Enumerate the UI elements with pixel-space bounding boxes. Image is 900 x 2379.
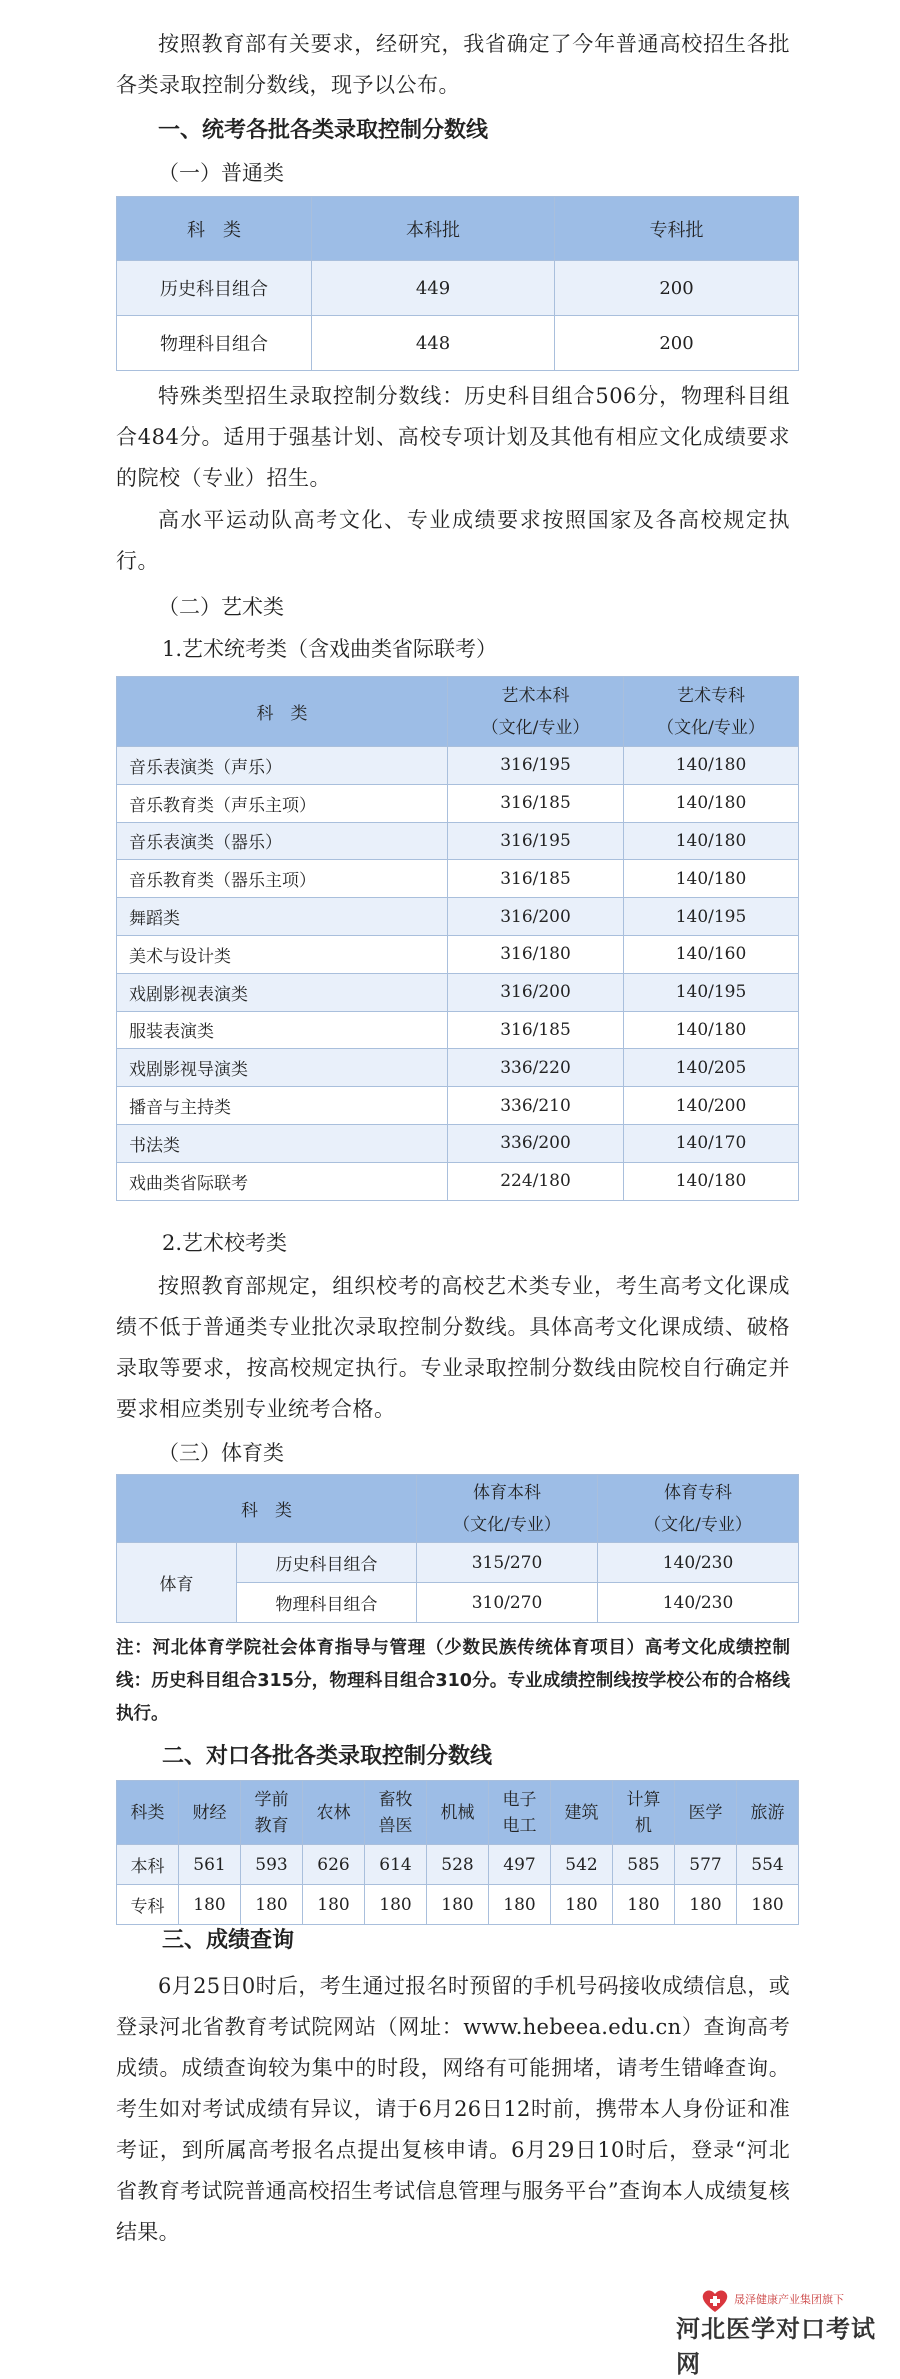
- table-row: [117, 1543, 799, 1583]
- table-cell: 戏曲类省际联考: [117, 1162, 448, 1200]
- special-type-paragraph: 特殊类型招生录取控制分数线：历史科目组合506分，物理科目组合484分。适用于强基计划、高校专项计划及其他有相应文化成绩要求的院校（专业）招生。: [116, 384, 790, 490]
- intro-paragraph: 按照教育部有关要求，经研究，我省确定了今年普通高校招生各批各类录取控制分数线，现予以公布。: [116, 32, 790, 97]
- table-row: [117, 1087, 799, 1125]
- art-table: [116, 676, 799, 1201]
- section2-title: 二、对口各批各类录取控制分数线: [162, 1744, 493, 1769]
- table-cell: 316/200: [448, 898, 624, 936]
- header-cell: 计算 机: [613, 1781, 675, 1845]
- table-cell: 140/180: [624, 747, 799, 785]
- table-cell: 336/220: [448, 1049, 624, 1087]
- header-cell: 本科批: [312, 197, 555, 261]
- table-row: [117, 784, 799, 822]
- table-cell: 497: [489, 1845, 551, 1885]
- section1-title: 一、统考各批各类录取控制分数线: [158, 118, 489, 143]
- table-cell: 614: [365, 1845, 427, 1885]
- table-cell: 音乐表演类（声乐）: [117, 747, 448, 785]
- table-cell: 180: [365, 1885, 427, 1925]
- table-cell: 180: [241, 1885, 303, 1925]
- header-cell: 财经: [179, 1781, 241, 1845]
- table-cell: 美术与设计类: [117, 935, 448, 973]
- table-cell: 561: [179, 1845, 241, 1885]
- table-row: [117, 898, 799, 936]
- table-cell: 554: [737, 1845, 799, 1885]
- table-cell: 音乐表演类（器乐）: [117, 822, 448, 860]
- table-cell: 180: [179, 1885, 241, 1925]
- table-cell: 448: [312, 316, 555, 371]
- table-cell: 140/160: [624, 935, 799, 973]
- table-cell: 140/170: [624, 1124, 799, 1162]
- table-cell: 140/180: [624, 1162, 799, 1200]
- table-row: [117, 860, 799, 898]
- table-row: [117, 261, 799, 316]
- general-table: [116, 196, 799, 371]
- header-cell: 体育专科 （文化/专业）: [598, 1475, 799, 1543]
- table-cell: 626: [303, 1845, 365, 1885]
- table-cell: 专科: [117, 1885, 179, 1925]
- header-cell: 农林: [303, 1781, 365, 1845]
- table-row: [117, 822, 799, 860]
- header-cell: 科 类: [117, 1475, 417, 1543]
- header-cell: 体育本科 （文化/专业）: [417, 1475, 598, 1543]
- table-cell: 140/180: [624, 860, 799, 898]
- header-cell: 学前 教育: [241, 1781, 303, 1845]
- table-cell: 音乐教育类（器乐主项）: [117, 860, 448, 898]
- table-row: [117, 973, 799, 1011]
- table-cell: 224/180: [448, 1162, 624, 1200]
- header-cell: 科 类: [117, 197, 312, 261]
- watermark-brand: 晟泽健康产业集团旗下: [734, 2293, 844, 2306]
- table-cell: 140/230: [598, 1583, 799, 1623]
- score-query-paragraph: 6月25日0时后，考生通过报名时预留的手机号码接收成绩信息，或登录河北省教育考试院网站（网址：www.hebeea.edu.cn）查询高考成绩。成绩查询较为集中的时段，网络有可能拥堵，请考生错峰查询。考生如对考试成绩有异议，请于6月26日12时前，携带本人身份证和准考证，到所属高考报名点提出复核申请。6月29日10时后，登录“河北省教育考试院普通高校招生考试信息管理与服务平台”查询本人成绩复核结果。: [116, 1974, 790, 2244]
- table-row: [117, 1049, 799, 1087]
- table-cell: 577: [675, 1845, 737, 1885]
- table-cell: 180: [737, 1885, 799, 1925]
- table-cell: 316/195: [448, 747, 624, 785]
- table-cell: 200: [555, 261, 799, 316]
- header-cell: 科类: [117, 1781, 179, 1845]
- table-cell: 542: [551, 1845, 613, 1885]
- vocational-table: [116, 1780, 799, 1925]
- sports-table: [116, 1474, 799, 1623]
- table-cell: 物理科目组合: [237, 1583, 417, 1623]
- header-cell: 专科批: [555, 197, 799, 261]
- table-cell: 336/200: [448, 1124, 624, 1162]
- table-cell: 140/195: [624, 973, 799, 1011]
- table-cell: 200: [555, 316, 799, 371]
- header-cell: 旅游: [737, 1781, 799, 1845]
- table-cell: 336/210: [448, 1087, 624, 1125]
- table-cell: 140/205: [624, 1049, 799, 1087]
- table-cell: 316/185: [448, 784, 624, 822]
- table-cell: 音乐教育类（声乐主项）: [117, 784, 448, 822]
- table-cell: 体育: [117, 1543, 237, 1623]
- table-cell: 服装表演类: [117, 1011, 448, 1049]
- table-cell: 140/180: [624, 1011, 799, 1049]
- table-cell: 历史科目组合: [117, 261, 312, 316]
- header-cell: 电子 电工: [489, 1781, 551, 1845]
- table-row: [117, 316, 799, 371]
- table-cell: 140/230: [598, 1543, 799, 1583]
- table-cell: 物理科目组合: [117, 316, 312, 371]
- table-cell: 180: [675, 1885, 737, 1925]
- table-cell: 528: [427, 1845, 489, 1885]
- table-cell: 140/180: [624, 822, 799, 860]
- header-cell: 机械: [427, 1781, 489, 1845]
- art-item2-title: 2.艺术校考类: [162, 1231, 288, 1255]
- table-cell: 140/180: [624, 784, 799, 822]
- table-cell: 180: [303, 1885, 365, 1925]
- table-cell: 315/270: [417, 1543, 598, 1583]
- table-row: [117, 1162, 799, 1200]
- table-cell: 316/180: [448, 935, 624, 973]
- section3-title: 三、成绩查询: [162, 1928, 295, 1953]
- table-cell: 戏剧影视导演类: [117, 1049, 448, 1087]
- header-cell: 科 类: [117, 677, 448, 747]
- section1-sub3-title: （三）体育类: [158, 1441, 284, 1465]
- section1-sub2-title: （二）艺术类: [158, 595, 284, 619]
- header-cell: 艺术本科 （文化/专业）: [448, 677, 624, 747]
- table-cell: 戏剧影视表演类: [117, 973, 448, 1011]
- art-table-body: [117, 747, 799, 1201]
- art-school-paragraph: 按照教育部规定，组织校考的高校艺术类专业，考生高考文化课成绩不低于普通类专业批次录取控制分数线。具体高考文化课成绩、破格录取等要求，按高校规定执行。专业录取控制分数线由院校自行确定并要求相应类别专业统考合格。: [116, 1274, 790, 1421]
- table-cell: 书法类: [117, 1124, 448, 1162]
- table-cell: 180: [489, 1885, 551, 1925]
- table-cell: 180: [613, 1885, 675, 1925]
- table-row: [117, 1845, 799, 1885]
- table-cell: 140/195: [624, 898, 799, 936]
- vocational-table-body: [117, 1845, 799, 1925]
- header-cell: 畜牧 兽医: [365, 1781, 427, 1845]
- table-cell: 316/185: [448, 860, 624, 898]
- table-cell: 593: [241, 1845, 303, 1885]
- table-cell: 140/200: [624, 1087, 799, 1125]
- header-cell: 医学: [675, 1781, 737, 1845]
- table-cell: 449: [312, 261, 555, 316]
- vocational-header-row: [117, 1781, 799, 1845]
- section1-sub1-title: （一）普通类: [158, 161, 284, 185]
- table-cell: 316/200: [448, 973, 624, 1011]
- table-cell: 舞蹈类: [117, 898, 448, 936]
- table-row: [117, 1011, 799, 1049]
- table-cell: 585: [613, 1845, 675, 1885]
- table-cell: 180: [427, 1885, 489, 1925]
- sports-note: 注：河北体育学院社会体育指导与管理（少数民族传统体育项目）高考文化成绩控制线：历史科目组合315分，物理科目组合310分。专业成绩控制线按学校公布的合格线执行。: [116, 1638, 790, 1724]
- table-cell: 本科: [117, 1845, 179, 1885]
- athletics-paragraph: 高水平运动队高考文化、专业成绩要求按照国家及各高校规定执行。: [116, 508, 790, 573]
- table-cell: 316/195: [448, 822, 624, 860]
- header-cell: 艺术专科 （文化/专业）: [624, 677, 799, 747]
- table-row: [117, 747, 799, 785]
- table-cell: 316/185: [448, 1011, 624, 1049]
- table-row: [117, 1124, 799, 1162]
- watermark-site-name: 河北医学对口考试网: [676, 2314, 876, 2378]
- header-cell: 建筑: [551, 1781, 613, 1845]
- table-cell: 310/270: [417, 1583, 598, 1623]
- table-row: [117, 1885, 799, 1925]
- art-item1-title: 1.艺术统考类（含戏曲类省际联考）: [162, 637, 498, 661]
- table-cell: 历史科目组合: [237, 1543, 417, 1583]
- table-row: [117, 935, 799, 973]
- table-cell: 180: [551, 1885, 613, 1925]
- table-cell: 播音与主持类: [117, 1087, 448, 1125]
